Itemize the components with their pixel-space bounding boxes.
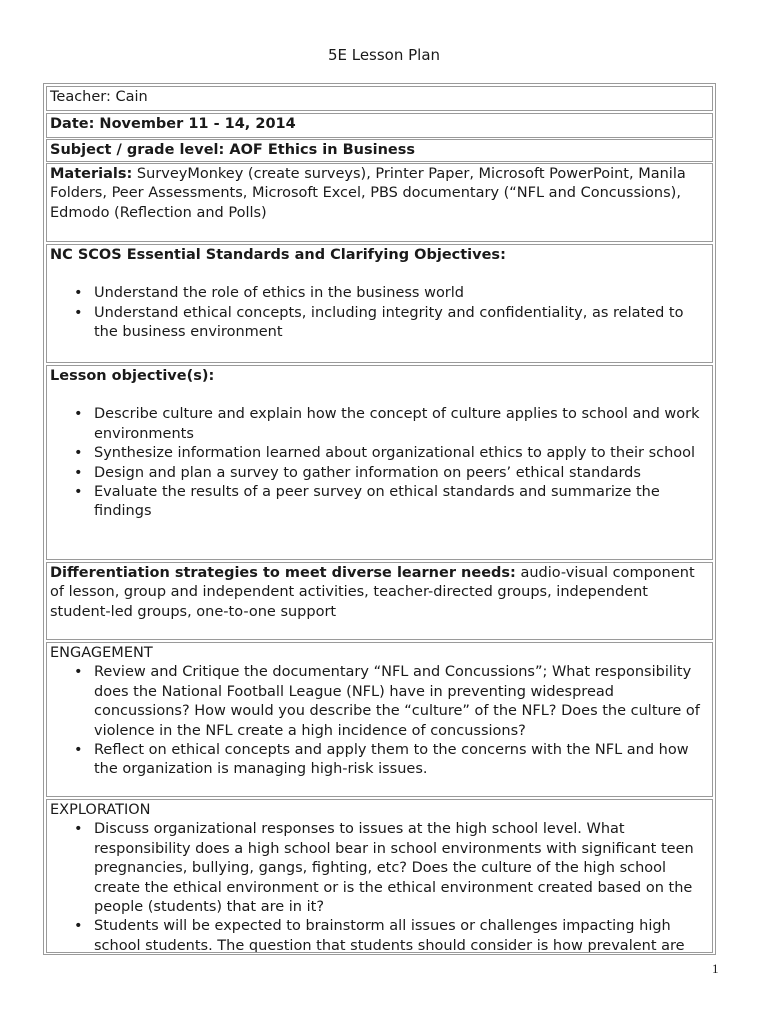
materials-row	[46, 163, 713, 242]
list-item: • Evaluate the results of a peer survey on ethical standards and summarize the findings	[94, 483, 709, 522]
list-item: • Understand ethical concepts, including integrity and confidentiality, as related to the business environment	[94, 304, 709, 343]
page-number: 1	[712, 961, 719, 976]
objectives-heading: Lesson objective(s):	[50, 368, 215, 384]
teacher-row	[46, 86, 713, 111]
engagement-list	[50, 663, 709, 779]
subject-row	[46, 139, 713, 162]
list-item: • Reflect on ethical concepts and apply them to the concerns with the NFL and how the organization is managing high-risk issues.	[94, 741, 709, 780]
date-text: Date: November 11 - 14, 2014	[50, 116, 296, 132]
list-item: • Design and plan a survey to gather information on peers’ ethical standards	[94, 464, 709, 483]
exploration-list	[50, 820, 709, 953]
standards-heading: NC SCOS Essential Standards and Clarifying Objectives:	[50, 247, 506, 263]
subject-text: Subject / grade level: AOF Ethics in Business	[50, 142, 415, 158]
standards-list	[50, 284, 709, 342]
engagement-row	[46, 642, 713, 797]
differentiation-row	[46, 562, 713, 640]
date-row	[46, 113, 713, 138]
materials-text: SurveyMonkey (create surveys), Printer Paper, Microsoft PowerPoint, Manila Folders, Peer Assessments, Microsoft Excel, PBS documentary (“NFL and Concussions), Edmodo (Reflection and Polls)	[50, 166, 686, 221]
list-item: • Review and Critique the documentary “NFL and Concussions”; What responsibility does the National Football League (NFL) have in preventing widespread concussions? How would you describe the “culture” of the NFL? Does the culture of violence in the NFL create a high incidence of concussions?	[94, 663, 709, 741]
list-item: • Understand the role of ethics in the business world	[94, 284, 709, 303]
exploration-heading: EXPLORATION	[50, 802, 151, 818]
list-item: • Students will be expected to brainstorm all issues or challenges impacting high school students. The question that students should consider is how prevalent are	[94, 917, 709, 953]
materials-label: Materials:	[50, 166, 133, 182]
list-item: • Describe culture and explain how the concept of culture applies to school and work environments	[94, 405, 709, 444]
teacher-text: Teacher: Cain	[50, 89, 148, 105]
differentiation-label: Differentiation strategies to meet diverse learner needs:	[50, 565, 516, 581]
exploration-row	[46, 799, 713, 953]
list-item: • Synthesize information learned about organizational ethics to apply to their school	[94, 444, 709, 463]
objectives-list	[50, 405, 709, 521]
engagement-heading: ENGAGEMENT	[50, 645, 153, 661]
objectives-row	[46, 365, 713, 560]
list-item: • Discuss organizational responses to issues at the high school level. What responsibility does a high school bear in school environments with significant teen pregnancies, bullying, gangs, fighting, etc? Does the culture of the high school create the ethical environment or is the ethical environment created based on the people (students) that are in it?	[94, 820, 709, 917]
page-title: 5E Lesson Plan	[327, 46, 441, 64]
lesson-plan-table	[43, 83, 716, 955]
differentiation-text: audio-visual component of lesson, group and independent activities, teacher-directed groups, independent student-led groups, one-to-one support	[50, 565, 695, 620]
standards-row	[46, 244, 713, 363]
